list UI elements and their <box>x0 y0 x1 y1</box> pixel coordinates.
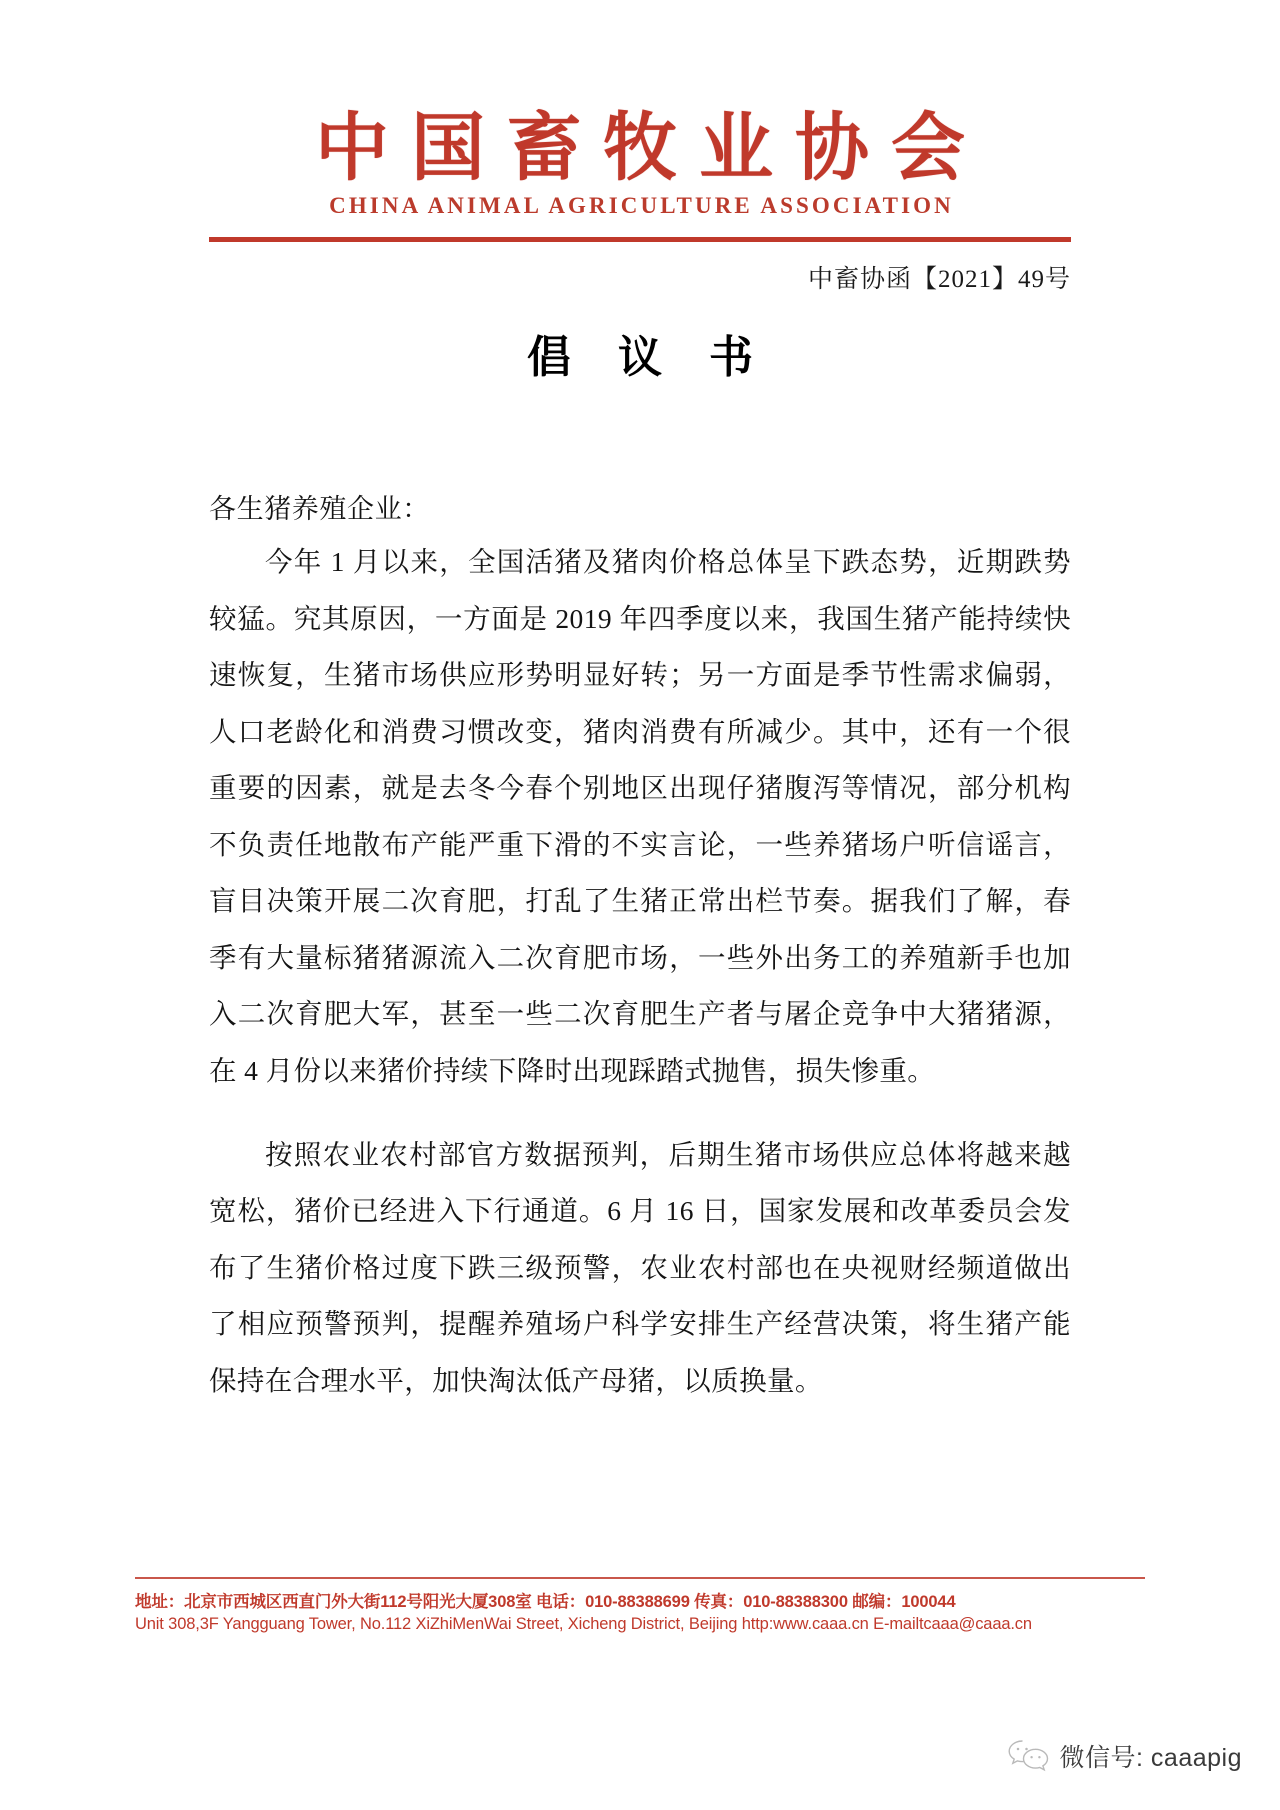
document-body <box>209 385 1071 1409</box>
organization-name-english: CHINA ANIMAL AGRICULTURE ASSOCIATION <box>329 193 954 219</box>
footer <box>135 1577 1145 1634</box>
footer-divider-rule <box>135 1577 1145 1579</box>
page-title: 倡 议 书 <box>527 333 771 383</box>
footer-contact-english: Unit 308,3F Yangguang Tower, No.112 XiZhiMenWai Street, Xicheng District, Beijing http:www.caaa.cn E-mailtcaaa@caaa.cn <box>135 1615 1032 1633</box>
wechat-icon <box>1006 1738 1052 1774</box>
wechat-watermark <box>1006 1738 1242 1774</box>
wechat-id-label: 微信号: caaapig <box>1059 1744 1242 1772</box>
body-paragraph: 按照农业农村部官方数据预判，后期生猪市场供应总体将越来越宽松，猪价已经进入下行通道。6 月 16 日，国家发展和改革委员会发布了生猪价格过度下跌三级预警，农业农村部也在央视财经频道做出了相应预警预判，提醒养殖场户科学安排生产经营决策，将生猪产能保持在合理水平，加快淘汰低产母猪，以质换量。 <box>209 1138 1071 1396</box>
letterhead-divider <box>209 237 1071 242</box>
document-number: 中畜协函【2021】49号 <box>807 266 1071 294</box>
footer-contact-chinese: 地址：北京市西城区西直门外大街112号阳光大厦308室 电话：010-88388699 传真：010-88388300 邮编：100044 <box>135 1593 956 1611</box>
letterhead <box>0 0 1280 219</box>
letterhead-divider-rule <box>209 237 1071 242</box>
body-paragraph: 今年 1 月以来，全国活猪及猪肉价格总体呈下跌态势，近期跌势较猛。究其原因，一方面是 2019 年四季度以来，我国生猪产能持续快速恢复，生猪市场供应形势明显好转；另一方面是季节性需求偏弱，人口老龄化和消费习惯改变，猪肉消费有所减少。其中，还有一个很重要的因素，就是去冬今春个别地区出现仔猪腹泻等情况，部分机构不负责任地散布产能严重下滑的不实言论，一些养猪场户听信谣言，盲目决策开展二次育肥，打乱了生猪正常出栏节奏。据我们了解，春季有大量标猪猪源流入二次育肥市场，一些外出务工的养殖新手也加入二次育肥大军，甚至一些二次育肥生产者与屠企竞争中大猪猪源，在 4 月份以来猪价持续下降时出现踩踏式抛售，损失惨重。 <box>209 546 1071 1086</box>
salutation: 各生猪养殖企业： <box>209 494 430 525</box>
organization-name-chinese: 中国畜牧业协会 <box>315 108 987 190</box>
